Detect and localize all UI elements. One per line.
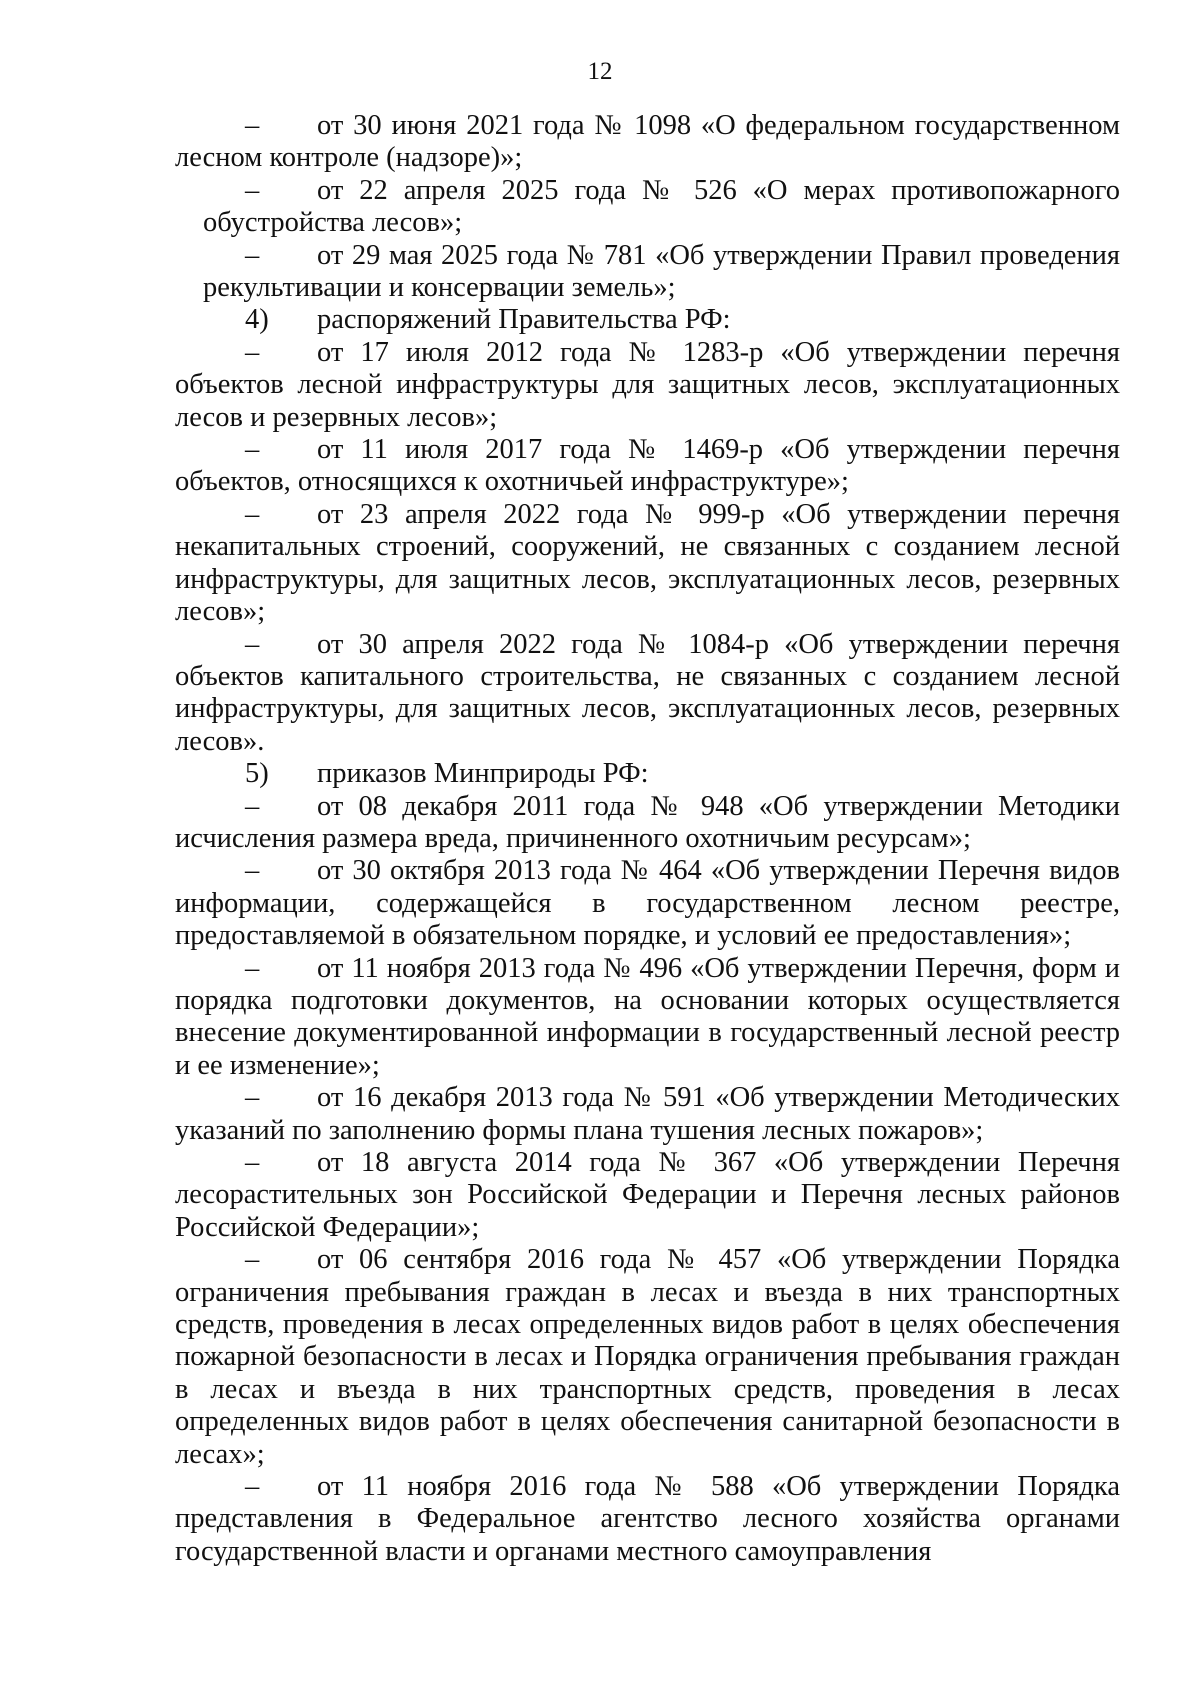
list-dash: –: [245, 628, 260, 660]
paragraph-text: от 08 декабря 2011 года № 948 «Об утверждении Методики исчисления размера вреда, причиненного охотничьим ресурсам»;: [175, 790, 1120, 854]
document-body: [175, 110, 1120, 1568]
list-item: [175, 855, 1120, 952]
paragraph-text: от 23 апреля 2022 года № 999-р «Об утверждении перечня некапитальных строений, сооружений, не связанных с созданием лесной инфраструктуры, для защитных лесов, эксплуатационных лесов, резервных лесов»;: [175, 498, 1120, 628]
list-item: [175, 953, 1120, 1083]
list-heading: [175, 758, 1120, 790]
paragraph-text: от 30 октября 2013 года № 464 «Об утверждении Перечня видов информации, содержащейся в государственном лесном реестре, предоставляемой в обязательном порядке, и условий ее предоставления»;: [175, 855, 1120, 952]
list-item: [175, 1471, 1120, 1568]
paragraph-text: от 16 декабря 2013 года № 591 «Об утверждении Методических указаний по заполнению формы плана тушения лесных пожаров»;: [175, 1082, 1120, 1146]
list-dash: –: [245, 239, 260, 271]
paragraph-text: от 30 июня 2021 года № 1098 «О федеральном государственном лесном контроле (надзоре)»;: [175, 110, 1120, 174]
list-dash: –: [245, 1082, 260, 1114]
list-dash: –: [245, 110, 260, 141]
paragraph-text: от 30 апреля 2022 года № 1084-р «Об утверждении перечня объектов капитального строительства, не связанных с созданием лесной инфраструктуры, для защитных лесов, эксплуатационных лесов, резервных лесов».: [175, 628, 1120, 757]
list-item: [175, 629, 1120, 759]
list-item: [175, 240, 1120, 305]
list-dash: –: [245, 1147, 260, 1178]
list-dash: –: [245, 336, 260, 368]
list-item: [175, 175, 1120, 240]
list-dash: –: [245, 1244, 260, 1276]
paragraph-text: приказов Минприроды РФ:: [317, 758, 649, 790]
paragraph-text: от 29 мая 2025 года № 781 «Об утверждении Правил проведения рекультивации и консервации земель»;: [203, 239, 1120, 304]
page-number: 12: [587, 58, 613, 85]
paragraph-text: от 11 июля 2017 года № 1469-р «Об утверждении перечня объектов, относящихся к охотничьей инфраструктуре»;: [175, 434, 1120, 498]
paragraph-text: от 06 сентября 2016 года № 457 «Об утверждении Порядка ограничения пребывания граждан в лесах и въезда в них транспортных средств, проведения в лесах определенных видов работ в целях обеспечения пожарной безопасности в лесах и Порядка ограничения пребывания граждан в лесах и въезда в них транспортных средств, проведения в лесах определенных видов работ в целях обеспечения санитарной безопасности в лесах»;: [175, 1244, 1120, 1470]
list-dash: –: [245, 434, 260, 466]
list-dash: –: [245, 952, 260, 984]
list-dash: –: [245, 174, 260, 206]
list-number: 5): [245, 758, 269, 790]
list-heading: [175, 304, 1120, 336]
paragraph-text: от 11 ноября 2013 года № 496 «Об утверждении Перечня, форм и порядка подготовки документов, на основании которых осуществляется внесение документированной информации в государственный лесной реестр и ее изменение»;: [175, 952, 1120, 1081]
list-number: 4): [245, 304, 269, 336]
list-item: [175, 337, 1120, 434]
list-dash: –: [245, 498, 260, 530]
list-item: [175, 434, 1120, 499]
list-dash: –: [245, 855, 260, 887]
paragraph-text: от 18 августа 2014 года № 367 «Об утверждении Перечня лесорастительных зон Российской Федерации и Перечня лесных районов Российской Федерации»;: [175, 1147, 1120, 1243]
list-dash: –: [245, 1471, 260, 1503]
list-item: [175, 499, 1120, 629]
list-item: [175, 1147, 1120, 1244]
paragraph-text: от 17 июля 2012 года № 1283-р «Об утверждении перечня объектов лесной инфраструктуры для защитных лесов, эксплуатационных лесов и резервных лесов»;: [175, 336, 1120, 433]
paragraph-text: распоряжений Правительства РФ:: [317, 304, 731, 336]
list-item: [175, 791, 1120, 856]
list-item: [175, 1244, 1120, 1471]
list-dash: –: [245, 790, 260, 822]
list-item: [175, 1082, 1120, 1147]
list-item: [175, 110, 1120, 175]
paragraph-text: от 11 ноября 2016 года № 588 «Об утверждении Порядка представления в Федеральное агентство лесного хозяйства органами государственной власти и органами местного самоуправления: [175, 1471, 1120, 1567]
paragraph-text: от 22 апреля 2025 года № 526 «О мерах противопожарного обустройства лесов»;: [203, 174, 1120, 239]
